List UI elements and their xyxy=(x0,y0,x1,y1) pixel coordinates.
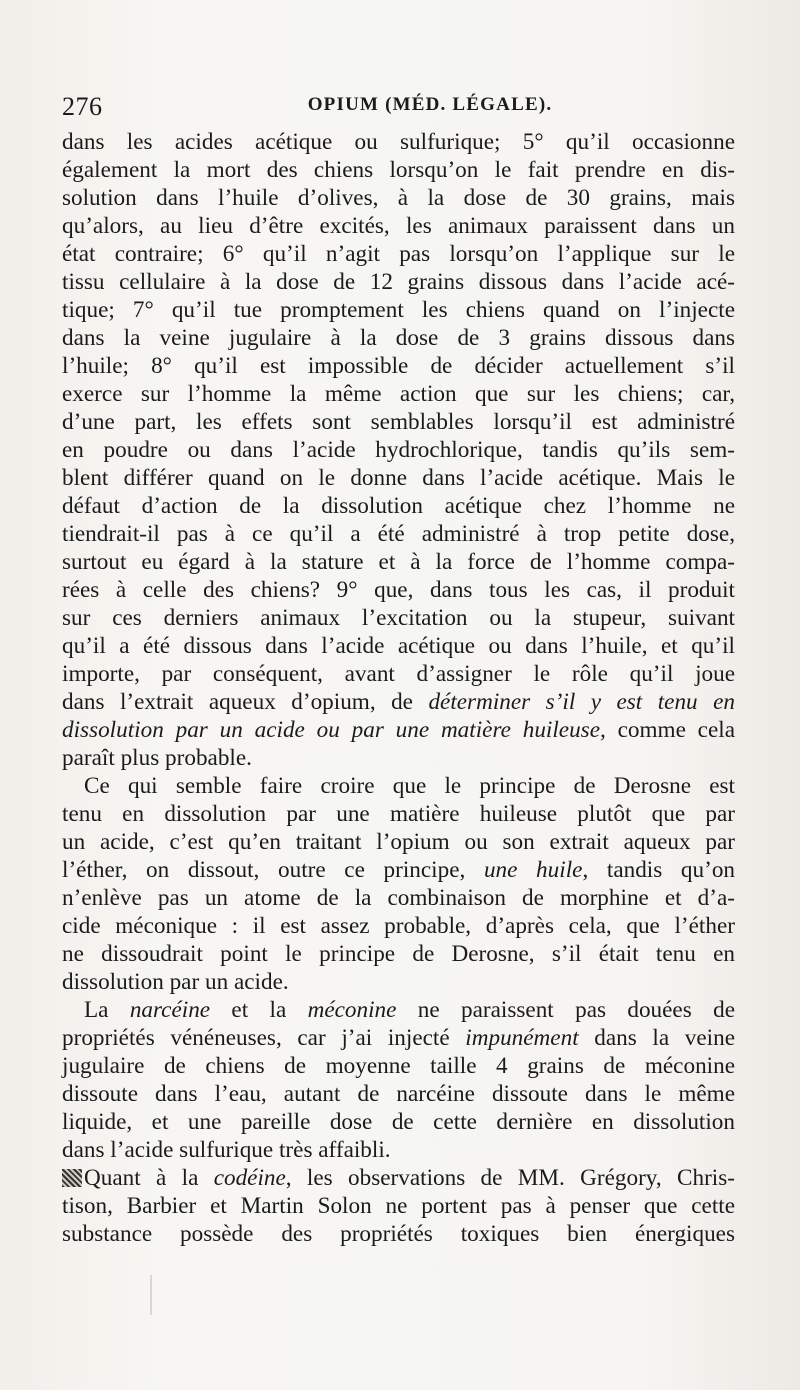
text-line: dans les acides acétique ou sulfurique; 5° qu’il occasionne xyxy=(62,129,735,155)
text-line: Ce qui semble faire croire que le principe de Derosne est xyxy=(84,773,735,799)
text-line: substance possède des propriétés toxiques bien énergiques xyxy=(62,1221,735,1247)
text-line: tiendrait-il pas à ce qu’il a été administré à trop petite dose, xyxy=(62,521,735,547)
text-line: défaut d’action de la dissolution acétique chez l’homme ne xyxy=(62,493,735,519)
text-line: jugulaire de chiens de moyenne taille 4 grains de méconine xyxy=(62,1053,735,1079)
text-line: rées à celle des chiens? 9° que, dans tous les cas, il produit xyxy=(62,577,735,603)
text-line: en poudre ou dans l’acide hydrochlorique, tandis qu’ils sem- xyxy=(62,437,735,463)
text-line: d’une part, les effets sont semblables lorsqu’il est administré xyxy=(62,409,735,435)
text-line: tenu en dissolution par une matière huileuse plutôt que par xyxy=(62,801,735,827)
text-line: sur ces derniers animaux l’excitation ou la stupeur, suivant xyxy=(62,605,735,631)
text-line: état contraire; 6° qu’il n’agit pas lorsqu’on l’applique sur le xyxy=(62,241,735,267)
text-line: exerce sur l’homme la même action que sur les chiens; car, xyxy=(62,381,735,407)
body-text xyxy=(62,128,735,1248)
text-line: importe, par conséquent, avant d’assigner le rôle qu’il joue xyxy=(62,661,735,687)
text-line: solution dans l’huile d’olives, à la dose de 30 grains, mais xyxy=(62,185,735,211)
text-line: surtout eu égard à la stature et à la force de l’homme compa- xyxy=(62,549,735,575)
text-line: n’enlève pas un atome de la combinaison de morphine et d’a- xyxy=(62,885,735,911)
text-line: blent différer quand on le donne dans l’acide acétique. Mais le xyxy=(62,465,735,491)
page-header xyxy=(62,92,738,128)
text-line: dans l’acide sulfurique très affaibli. xyxy=(62,1137,391,1163)
text-line: dissoute dans l’eau, autant de narcéine dissoute dans le même xyxy=(62,1081,735,1107)
text-line: dissolution par un acide. xyxy=(62,969,289,995)
paper-mark xyxy=(150,1275,152,1315)
text-line: l’huile; 8° qu’il est impossible de décider actuellement s’il xyxy=(62,353,735,379)
text-line: dans l’extrait aqueux d’opium, de déterminer s’il y est tenu en xyxy=(62,689,735,715)
text-line: dissolution par un acide ou par une matière huileuse, comme cela xyxy=(62,717,735,743)
text-line: cide méconique : il est assez probable, d’après cela, que l’éther xyxy=(62,913,735,939)
printer-ornament-icon xyxy=(62,1169,82,1187)
text-line: tison, Barbier et Martin Solon ne portent pas à penser que cette xyxy=(62,1193,735,1219)
text-line: propriétés vénéneuses, car j’ai injecté impunément dans la veine xyxy=(62,1025,736,1051)
text-line: La narcéine et la méconine ne paraissent pas douées de xyxy=(84,997,735,1023)
text-line: qu’il a été dissous dans l’acide acétique ou dans l’huile, et qu’il xyxy=(62,633,735,659)
text-line: tique; 7° qu’il tue promptement les chiens quand on l’injecte xyxy=(62,297,735,323)
text-line: qu’alors, au lieu d’être excités, les animaux paraissent dans un xyxy=(62,213,735,239)
text-line: paraît plus probable. xyxy=(62,745,252,771)
text-line: tissu cellulaire à la dose de 12 grains dissous dans l’acide acé- xyxy=(62,269,735,295)
text-line: Quant à la codéine, les observations de MM. Grégory, Chris- xyxy=(62,1164,735,1192)
text-line: ne dissoudrait point le principe de Derosne, s’il était tenu en xyxy=(62,941,735,967)
text-line: dans la veine jugulaire à la dose de 3 grains dissous dans xyxy=(62,325,735,351)
text-line: l’éther, on dissout, outre ce principe, une huile, tandis qu’on xyxy=(62,857,736,883)
text-line: liquide, et une pareille dose de cette dernière en dissolution xyxy=(62,1109,735,1135)
text-line: également la mort des chiens lorsqu’on le fait prendre en dis- xyxy=(62,157,735,183)
text-line: un acide, c’est qu’en traitant l’opium ou son extrait aqueux par xyxy=(62,829,735,855)
running-title: OPIUM (MÉD. LÉGALE). xyxy=(307,94,553,115)
page-number: 276 xyxy=(62,92,103,121)
